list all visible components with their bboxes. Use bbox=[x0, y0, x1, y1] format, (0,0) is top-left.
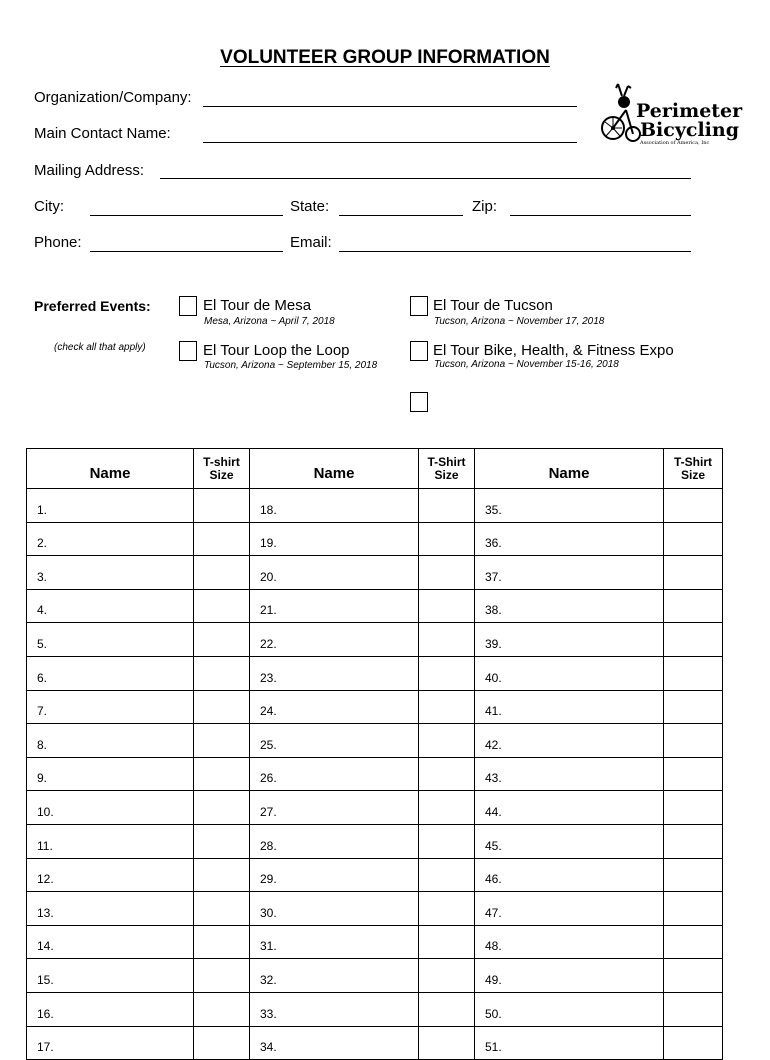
volunteer-name-cell[interactable]: 45. bbox=[475, 824, 664, 858]
volunteer-roster-table bbox=[26, 448, 723, 1060]
table-row bbox=[27, 690, 723, 724]
table-row bbox=[27, 757, 723, 791]
volunteer-name-cell[interactable]: 39. bbox=[475, 623, 664, 657]
volunteer-name-cell[interactable]: 17. bbox=[27, 1026, 194, 1060]
volunteer-name-cell[interactable]: 40. bbox=[475, 656, 664, 690]
el-tour-loop-label: El Tour Loop the Loop bbox=[203, 342, 350, 359]
tshirt-size-cell[interactable] bbox=[419, 959, 475, 993]
city-label: City: bbox=[34, 198, 64, 215]
volunteer-name-cell[interactable]: 19. bbox=[250, 522, 419, 556]
tshirt-size-cell[interactable] bbox=[419, 791, 475, 825]
table-row bbox=[27, 623, 723, 657]
volunteer-name-cell[interactable]: 7. bbox=[27, 690, 194, 724]
tshirt-size-cell[interactable] bbox=[194, 824, 250, 858]
volunteer-name-cell[interactable]: 33. bbox=[250, 992, 419, 1026]
volunteer-name-cell[interactable]: 23. bbox=[250, 656, 419, 690]
table-row bbox=[27, 791, 723, 825]
tshirt-size-header-3 bbox=[664, 449, 723, 489]
volunteer-name-cell[interactable]: 51. bbox=[475, 1026, 664, 1060]
table-row bbox=[27, 858, 723, 892]
tshirt-size-cell[interactable] bbox=[194, 690, 250, 724]
el-tour-expo-checkbox[interactable] bbox=[410, 341, 428, 361]
volunteer-name-cell[interactable]: 20. bbox=[250, 556, 419, 590]
tshirt-size-cell[interactable] bbox=[664, 824, 723, 858]
tshirt-size-cell[interactable] bbox=[194, 656, 250, 690]
logo-line-1: Perimeter bbox=[636, 100, 743, 122]
volunteer-name-cell[interactable]: 14. bbox=[27, 925, 194, 959]
volunteer-name-cell[interactable]: 30. bbox=[250, 892, 419, 926]
logo-tagline: Association of America, Inc bbox=[640, 140, 710, 146]
tshirt-header-1-line2: Size bbox=[209, 467, 234, 482]
tshirt-size-cell[interactable] bbox=[664, 1026, 723, 1060]
roster-body bbox=[27, 489, 723, 1060]
volunteer-name-cell[interactable]: 29. bbox=[250, 858, 419, 892]
tshirt-size-cell[interactable] bbox=[419, 757, 475, 791]
tshirt-size-cell[interactable] bbox=[194, 757, 250, 791]
volunteer-name-cell[interactable]: 41. bbox=[475, 690, 664, 724]
tshirt-header-3-line2: Size bbox=[680, 467, 705, 482]
volunteer-name-cell[interactable]: 25. bbox=[250, 724, 419, 758]
volunteer-name-cell[interactable]: 44. bbox=[475, 791, 664, 825]
tshirt-size-cell[interactable] bbox=[194, 992, 250, 1026]
tshirt-size-cell[interactable] bbox=[419, 690, 475, 724]
table-row bbox=[27, 656, 723, 690]
volunteer-name-cell[interactable]: 18. bbox=[250, 489, 419, 523]
tshirt-size-cell[interactable] bbox=[194, 589, 250, 623]
tshirt-size-cell[interactable] bbox=[664, 489, 723, 523]
tshirt-size-cell[interactable] bbox=[664, 925, 723, 959]
table-row bbox=[27, 925, 723, 959]
volunteer-name-cell[interactable]: 13. bbox=[27, 892, 194, 926]
tshirt-size-cell[interactable] bbox=[419, 858, 475, 892]
volunteer-name-cell[interactable]: 27. bbox=[250, 791, 419, 825]
preferred-events-label: Preferred Events: bbox=[34, 298, 151, 314]
tshirt-size-cell[interactable] bbox=[664, 656, 723, 690]
state-field[interactable] bbox=[339, 215, 463, 216]
tshirt-header-2-line2: Size bbox=[434, 467, 459, 482]
organization-label: Organization/Company: bbox=[34, 89, 192, 106]
table-row bbox=[27, 992, 723, 1026]
tshirt-header-1-line1: T-shirt bbox=[203, 454, 240, 469]
tshirt-size-cell[interactable] bbox=[664, 992, 723, 1026]
phone-field[interactable] bbox=[90, 251, 283, 252]
volunteer-name-cell[interactable]: 9. bbox=[27, 757, 194, 791]
tshirt-size-cell[interactable] bbox=[419, 522, 475, 556]
tshirt-size-cell[interactable] bbox=[419, 556, 475, 590]
tshirt-size-header-1 bbox=[194, 449, 250, 489]
volunteer-name-cell[interactable]: 4. bbox=[27, 589, 194, 623]
tshirt-size-cell[interactable] bbox=[194, 556, 250, 590]
volunteer-name-cell[interactable]: 11. bbox=[27, 824, 194, 858]
tshirt-size-cell[interactable] bbox=[419, 925, 475, 959]
tshirt-header-3-line1: T-Shirt bbox=[674, 454, 712, 469]
el-tour-de-mesa-checkbox[interactable] bbox=[179, 296, 197, 316]
volunteer-name-cell[interactable]: 5. bbox=[27, 623, 194, 657]
volunteer-name-cell[interactable]: 10. bbox=[27, 791, 194, 825]
volunteer-name-cell[interactable]: 6. bbox=[27, 656, 194, 690]
table-header-row bbox=[27, 449, 723, 489]
volunteer-name-cell[interactable]: 26. bbox=[250, 757, 419, 791]
volunteer-name-cell[interactable]: 28. bbox=[250, 824, 419, 858]
tshirt-size-cell[interactable] bbox=[664, 690, 723, 724]
table-row bbox=[27, 724, 723, 758]
volunteer-name-cell[interactable]: 50. bbox=[475, 992, 664, 1026]
volunteer-name-cell[interactable]: 36. bbox=[475, 522, 664, 556]
table-row bbox=[27, 959, 723, 993]
address-label: Mailing Address: bbox=[34, 162, 145, 179]
tshirt-size-cell[interactable] bbox=[664, 589, 723, 623]
volunteer-name-cell[interactable]: 22. bbox=[250, 623, 419, 657]
el-tour-de-tucson-label: El Tour de Tucson bbox=[433, 297, 553, 314]
tshirt-size-cell[interactable] bbox=[664, 724, 723, 758]
tshirt-size-cell[interactable] bbox=[664, 892, 723, 926]
tshirt-size-cell[interactable] bbox=[419, 1026, 475, 1060]
tshirt-size-cell[interactable] bbox=[194, 791, 250, 825]
tshirt-size-cell[interactable] bbox=[664, 757, 723, 791]
volunteer-name-cell[interactable]: 35. bbox=[475, 489, 664, 523]
zip-label: Zip: bbox=[472, 198, 498, 215]
table-row bbox=[27, 489, 723, 523]
extra-event-checkbox[interactable] bbox=[410, 392, 428, 412]
el-tour-de-tucson-detail: Tucson, Arizona ~ November 17, 2018 bbox=[434, 316, 605, 327]
tshirt-size-cell[interactable] bbox=[664, 959, 723, 993]
tshirt-size-cell[interactable] bbox=[664, 623, 723, 657]
volunteer-name-cell[interactable]: 38. bbox=[475, 589, 664, 623]
volunteer-name-cell[interactable]: 47. bbox=[475, 892, 664, 926]
tshirt-header-2-line1: T-Shirt bbox=[427, 454, 466, 469]
volunteer-name-cell[interactable]: 32. bbox=[250, 959, 419, 993]
volunteer-name-cell[interactable]: 49. bbox=[475, 959, 664, 993]
tshirt-size-cell[interactable] bbox=[419, 489, 475, 523]
el-tour-loop-checkbox[interactable] bbox=[179, 341, 197, 361]
tshirt-size-header-2 bbox=[419, 449, 475, 489]
volunteer-name-cell[interactable]: 24. bbox=[250, 690, 419, 724]
table-row bbox=[27, 892, 723, 926]
el-tour-de-mesa-label: El Tour de Mesa bbox=[203, 297, 312, 314]
tshirt-size-cell[interactable] bbox=[419, 724, 475, 758]
email-field[interactable] bbox=[339, 251, 691, 252]
volunteer-name-cell[interactable]: 1. bbox=[27, 489, 194, 523]
tshirt-size-cell[interactable] bbox=[194, 1026, 250, 1060]
tshirt-size-cell[interactable] bbox=[419, 992, 475, 1026]
phone-label: Phone: bbox=[34, 234, 82, 251]
tshirt-size-cell[interactable] bbox=[194, 724, 250, 758]
organization-field[interactable] bbox=[203, 106, 577, 107]
tshirt-size-cell[interactable] bbox=[419, 589, 475, 623]
city-field[interactable] bbox=[90, 215, 283, 216]
el-tour-expo-detail: Tucson, Arizona ~ November 15-16, 2018 bbox=[434, 359, 619, 370]
volunteer-name-cell[interactable]: 46. bbox=[475, 858, 664, 892]
contact-label: Main Contact Name: bbox=[34, 125, 171, 142]
volunteer-name-cell[interactable]: 48. bbox=[475, 925, 664, 959]
volunteer-name-cell[interactable]: 2. bbox=[27, 522, 194, 556]
volunteer-name-cell[interactable]: 16. bbox=[27, 992, 194, 1026]
name-header-2: Name bbox=[250, 449, 419, 489]
contact-field[interactable] bbox=[203, 142, 577, 143]
table-row bbox=[27, 522, 723, 556]
tshirt-size-cell[interactable] bbox=[194, 959, 250, 993]
volunteer-name-cell[interactable]: 31. bbox=[250, 925, 419, 959]
volunteer-name-cell[interactable]: 3. bbox=[27, 556, 194, 590]
address-field[interactable] bbox=[160, 178, 691, 179]
table-row bbox=[27, 589, 723, 623]
volunteer-name-cell[interactable]: 21. bbox=[250, 589, 419, 623]
check-all-hint: (check all that apply) bbox=[54, 342, 146, 353]
zip-field[interactable] bbox=[510, 215, 691, 216]
tshirt-size-cell[interactable] bbox=[664, 858, 723, 892]
table-row bbox=[27, 824, 723, 858]
volunteer-name-cell[interactable]: 15. bbox=[27, 959, 194, 993]
perimeter-bicycling-logo bbox=[600, 82, 743, 148]
table-row bbox=[27, 1026, 723, 1060]
volunteer-name-cell[interactable]: 8. bbox=[27, 724, 194, 758]
tshirt-size-cell[interactable] bbox=[419, 892, 475, 926]
tshirt-size-cell[interactable] bbox=[194, 925, 250, 959]
tshirt-size-cell[interactable] bbox=[194, 623, 250, 657]
logo-line-2: Bicycling bbox=[640, 119, 739, 141]
el-tour-de-tucson-checkbox[interactable] bbox=[410, 296, 428, 316]
volunteer-name-cell[interactable]: 43. bbox=[475, 757, 664, 791]
tshirt-size-cell[interactable] bbox=[194, 892, 250, 926]
tshirt-size-cell[interactable] bbox=[419, 824, 475, 858]
volunteer-name-cell[interactable]: 37. bbox=[475, 556, 664, 590]
table-row bbox=[27, 556, 723, 590]
name-header-1: Name bbox=[27, 449, 194, 489]
page-title: VOLUNTEER GROUP INFORMATION bbox=[220, 47, 550, 68]
email-label: Email: bbox=[290, 234, 332, 251]
tshirt-size-cell[interactable] bbox=[664, 556, 723, 590]
name-header-3: Name bbox=[475, 449, 664, 489]
tshirt-size-cell[interactable] bbox=[664, 791, 723, 825]
state-label: State: bbox=[290, 198, 330, 215]
tshirt-size-cell[interactable] bbox=[194, 489, 250, 523]
tshirt-size-cell[interactable] bbox=[419, 623, 475, 657]
volunteer-name-cell[interactable]: 42. bbox=[475, 724, 664, 758]
el-tour-expo-label: El Tour Bike, Health, & Fitness Expo bbox=[433, 342, 674, 359]
tshirt-size-cell[interactable] bbox=[664, 522, 723, 556]
volunteer-name-cell[interactable]: 34. bbox=[250, 1026, 419, 1060]
el-tour-loop-detail: Tucson, Arizona ~ September 15, 2018 bbox=[204, 360, 378, 371]
volunteer-name-cell[interactable]: 12. bbox=[27, 858, 194, 892]
el-tour-de-mesa-detail: Mesa, Arizona ~ April 7, 2018 bbox=[204, 316, 335, 327]
tshirt-size-cell[interactable] bbox=[194, 522, 250, 556]
tshirt-size-cell[interactable] bbox=[194, 858, 250, 892]
tshirt-size-cell[interactable] bbox=[419, 656, 475, 690]
